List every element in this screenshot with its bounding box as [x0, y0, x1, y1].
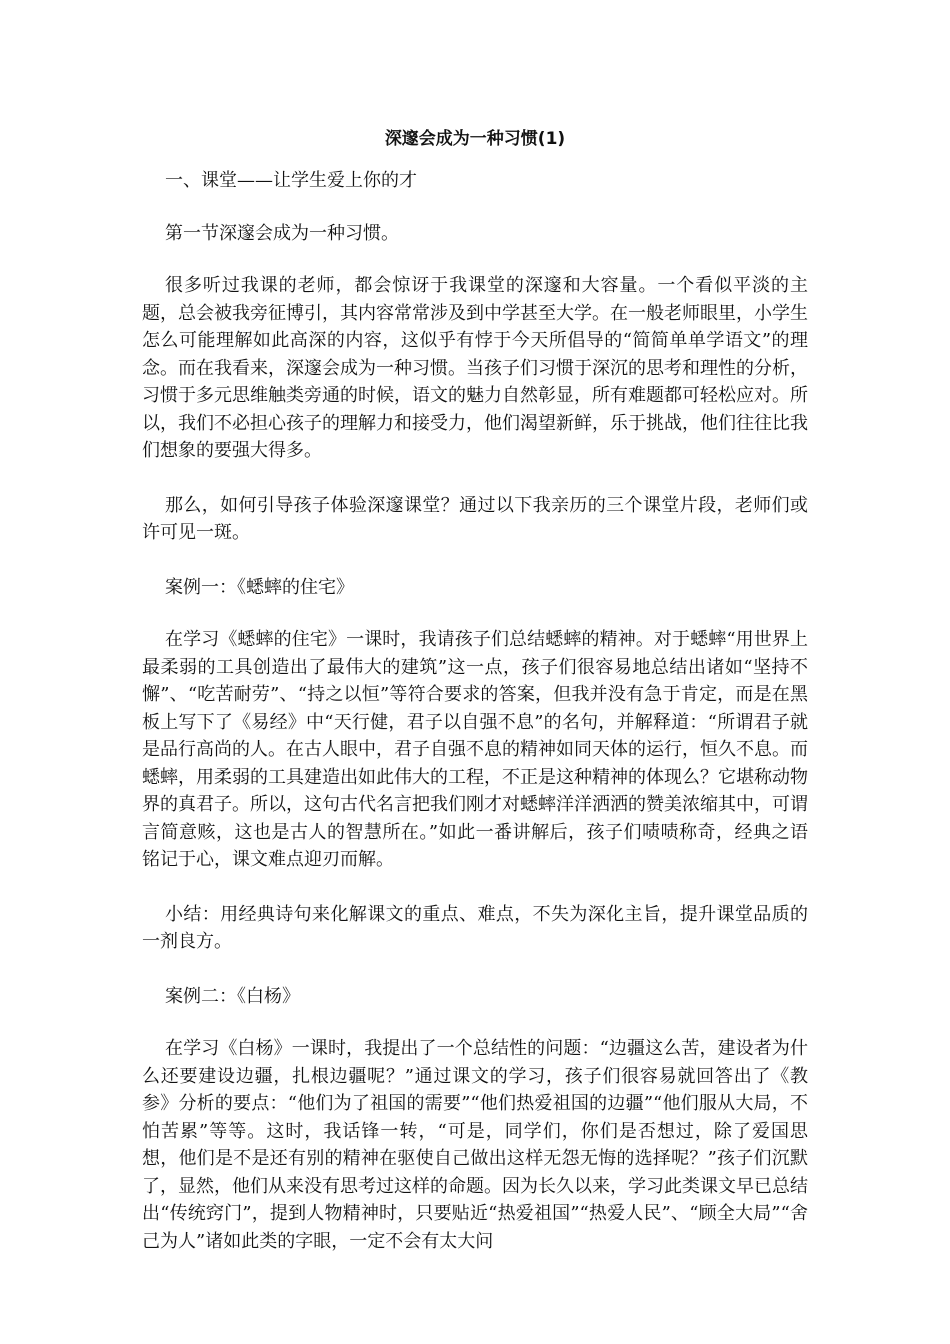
paragraph-transition: 那么，如何引导孩子体验深邃课堂？通过以下我亲历的三个课堂片段，老师们或许可见一斑。	[142, 494, 808, 543]
subsection-heading: 第一节深邃会成为一种习惯。	[165, 222, 399, 244]
paragraph-intro: 很多听过我课的老师，都会惊讶于我课堂的深邃和大容量。一个看似平淡的主题，总会被我旁征博引，其内容常常涉及到中学甚至大学。在一般老师眼里，小学生怎么可能理解如此高深的内容，这似乎有悖于今天所倡导的“简简单单学语文”的理念。而在我看来，深邃会成为一种习惯。当孩子们习惯于深沉的思考和理性的分析，习惯于多元思维触类旁通的时候，语文的魅力自然彰显，所有难题都可轻松应对。所以，我们不必担心孩子的理解力和接受力，他们渴望新鲜，乐于挑战，他们往往比我们想象的要强大得多。	[142, 275, 808, 461]
paragraph-case-one: 在学习《蟋蟀的住宅》一课时，我请孩子们总结蟋蟀的精神。对于蟋蟀“用世界上最柔弱的工具创造出了最伟大的建筑”这一点，孩子们很容易地总结出诸如“坚持不懈”、“吃苦耐劳”、“持之以恒”等符合要求的答案，但我并没有急于肯定，而是在黑板上写下了《易经》中“天行健，君子以自强不息”的名句，并解释道：“所谓君子就是品行高尚的人。在古人眼中，君子自强不息的精神如同天体的运行，恒久不息。而蟋蟀，用柔弱的工具建造出如此伟大的工程，不正是这种精神的体现么？它堪称动物界的真君子。所以，这句古代名言把我们刚才对蟋蟀洋洋洒洒的赞美浓缩其中，可谓言简意赅，这也是古人的智慧所在。”如此一番讲解后，孩子们啧啧称奇，经典之语铭记于心，课文难点迎刃而解。	[142, 629, 808, 870]
case-one-heading: 案例一：《蟋蟀的住宅》	[165, 576, 354, 598]
paragraph-case-two: 在学习《白杨》一课时，我提出了一个总结性的问题：“边疆这么苦，建设者为什么还要建设边疆，扎根边疆呢？”通过课文的学习，孩子们很容易就回答出了《教参》分析的要点：“他们为了祖国的需要”“他们热爱祖国的边疆”“他们服从大局，不怕苦累”等等。这时，我话锋一转，“可是，同学们，你们是否想过，除了爱国思想，他们是不是还有别的精神在驱使自己做出这样无怨无悔的选择呢？”孩子们沉默了，显然，他们从来没有思考过这样的命题。因为长久以来，学习此类课文早已总结出“传统窍门”，提到人物精神时，只要贴近“热爱祖国”“热爱人民”、“顾全大局”“舍己为人”诸如此类的字眼，一定不会有太大问	[142, 1038, 808, 1252]
document-title: 深邃会成为一种习惯(1)	[384, 129, 566, 149]
document-page	[142, 126, 808, 1282]
case-two-heading: 案例二：《白杨》	[165, 985, 300, 1007]
section-heading: 一、课堂——让学生爱上你的才	[165, 170, 417, 191]
paragraph-summary: 小结：用经典诗句来化解课文的重点、难点，不失为深化主旨，提升课堂品质的一剂良方。	[142, 903, 808, 952]
